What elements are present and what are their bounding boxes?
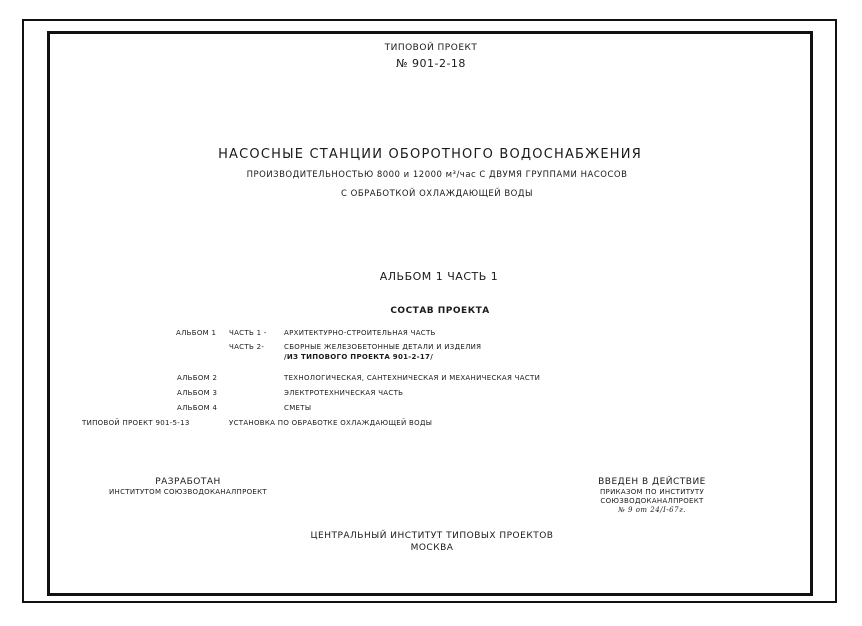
developed-heading: РАЗРАБОТАН: [155, 477, 221, 487]
header-line1: ТИПОВОЙ ПРОЕКТ: [384, 43, 478, 53]
developed-by: ИНСТИТУТОМ СОЮЗВОДОКАНАЛПРОЕКТ: [109, 488, 267, 496]
enacted-line: СОЮЗВОДОКАНАЛПРОЕКТ: [600, 497, 704, 505]
composition-row-desc: /ИЗ ТИПОВОГО ПРОЕКТА 901-2-17/: [284, 353, 434, 361]
title-treatment-line: С ОБРАБОТКОЙ ОХЛАЖДАЮЩЕЙ ВОДЫ: [341, 189, 533, 199]
composition-row-desc: АРХИТЕКТУРНО-СТРОИТЕЛЬНАЯ ЧАСТЬ: [284, 329, 436, 337]
composition-row-label: ТИПОВОЙ ПРОЕКТ 901-5-13: [82, 419, 190, 427]
document-title: НАСОСНЫЕ СТАНЦИИ ОБОРОТНОГО ВОДОСНАБЖЕНИЯ: [218, 147, 642, 162]
enacted-line: ПРИКАЗОМ ПО ИНСТИТУТУ: [599, 488, 705, 496]
composition-heading: СОСТАВ ПРОЕКТА: [390, 306, 490, 316]
project-number: № 901-2-18: [396, 57, 466, 70]
composition-row-desc: УСТАНОВКА ПО ОБРАБОТКЕ ОХЛАЖДАЮЩЕЙ ВОДЫ: [229, 419, 433, 427]
enacted-order-handwritten: № 9 от 24/I-67г.: [618, 506, 686, 514]
composition-row-label: АЛЬБОМ 3: [177, 389, 218, 397]
enacted-heading: ВВЕДЕН В ДЕЙСТВИЕ: [598, 477, 706, 487]
album-label: АЛЬБОМ 1 ЧАСТЬ 1: [379, 270, 499, 283]
composition-row-label: АЛЬБОМ 4: [177, 404, 218, 412]
composition-row-desc: ТЕХНОЛОГИЧЕСКАЯ, САНТЕХНИЧЕСКАЯ И МЕХАНИЧЕСКАЯ ЧАСТИ: [284, 374, 541, 382]
composition-row-part: ЧАСТЬ 1 -: [229, 329, 267, 337]
footer-institute: ЦЕНТРАЛЬНЫЙ ИНСТИТУТ ТИПОВЫХ ПРОЕКТОВ: [310, 531, 554, 541]
footer-city: МОСКВА: [410, 543, 454, 553]
composition-row-desc: СБОРНЫЕ ЖЕЛЕЗОБЕТОННЫЕ ДЕТАЛИ И ИЗДЕЛИЯ: [284, 343, 482, 351]
title-capacity-line: ПРОИЗВОДИТЕЛЬНОСТЬЮ 8000 и 12000 м³/час С ДВУМЯ ГРУППАМИ НАСОСОВ: [246, 170, 628, 180]
composition-row-label: АЛЬБОМ 1: [176, 329, 217, 337]
composition-row-part: ЧАСТЬ 2-: [229, 343, 265, 351]
composition-row-desc: ЭЛЕКТРОТЕХНИЧЕСКАЯ ЧАСТЬ: [284, 389, 404, 397]
composition-row-label: АЛЬБОМ 2: [177, 374, 218, 382]
composition-row-desc: СМЕТЫ: [284, 404, 312, 412]
